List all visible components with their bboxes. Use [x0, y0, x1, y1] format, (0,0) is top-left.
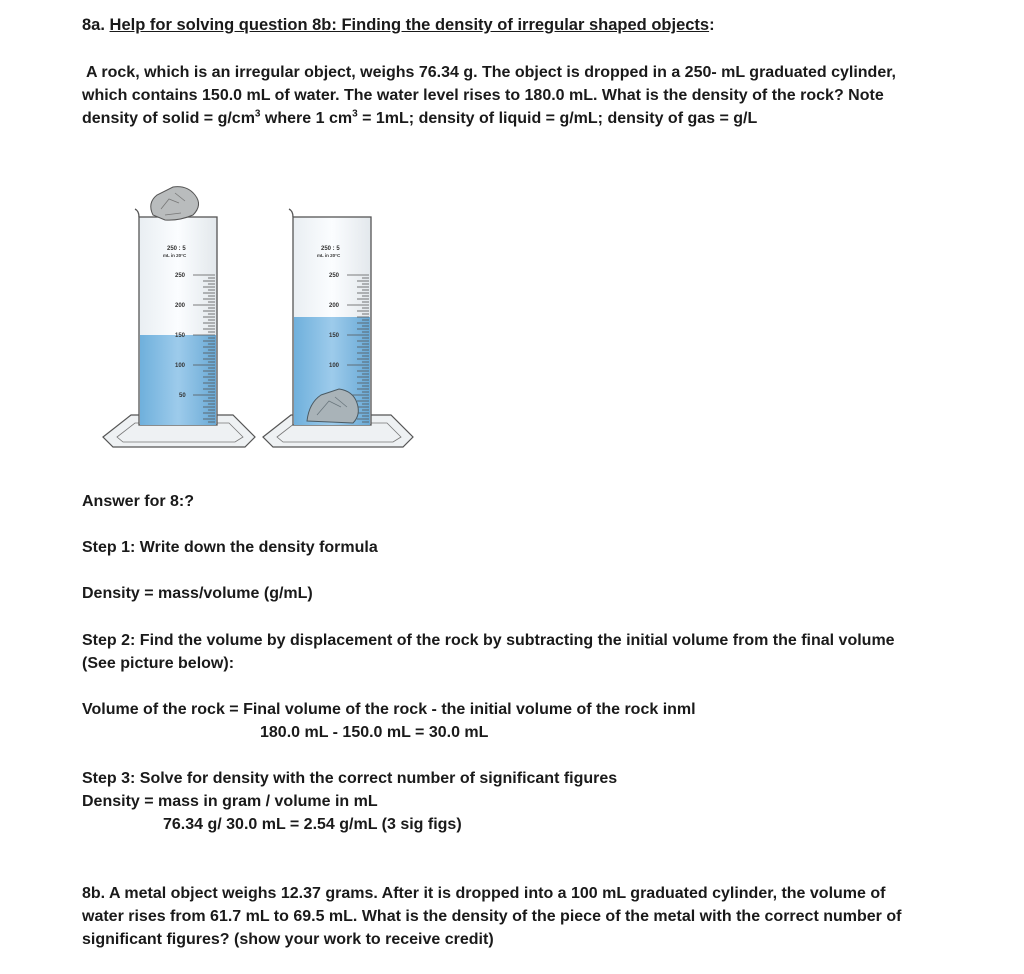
question-8b-line-2: water rises from 61.7 mL to 69.5 mL. What is the density of the piece of the metal with the correct number of — [82, 908, 902, 925]
right-scale-label: 100 — [329, 363, 340, 369]
right-scale-label: 150 — [329, 333, 340, 339]
left-cylinder-sublabel: mL in 20°C — [163, 253, 187, 258]
density-formula: Density = mass/volume (g/mL) — [82, 585, 313, 602]
superscript-3b: 3 — [352, 108, 358, 120]
problem-line-2: which contains 150.0 mL of water. The water level rises to 180.0 mL. What is the density of the rock? Note — [82, 87, 884, 104]
problem-line-3b: where 1 cm — [260, 110, 353, 127]
step-2-line-1: Step 2: Find the volume by displacement of the rock by subtracting the initial volume from the final volume — [82, 632, 895, 649]
problem-line-3a: density of solid = g/cm — [82, 110, 255, 127]
problem-line-1: A rock, which is an irregular object, weighs 76.34 g. The object is dropped in a 250- mL graduated cylinder, — [86, 64, 896, 81]
right-scale-label: 250 — [329, 273, 340, 279]
left-scale-label: 250 — [175, 273, 186, 279]
left-scale-label: 100 — [175, 363, 186, 369]
density-line: Density = mass in gram / volume in mL — [82, 793, 378, 810]
section-title — [82, 14, 715, 36]
right-scale-label: 200 — [329, 303, 340, 309]
step-3: Step 3: Solve for density with the correct number of significant figures — [82, 770, 618, 787]
right-cylinder-label: 250 : 5 — [321, 246, 340, 252]
right-cylinder — [263, 209, 413, 447]
title-prefix: 8a. — [82, 16, 105, 34]
left-cylinder — [103, 187, 255, 447]
step-1: Step 1: Write down the density formula — [82, 539, 378, 556]
volume-calculation: 180.0 mL - 150.0 mL = 30.0 mL — [260, 724, 489, 741]
superscript-3a: 3 — [254, 108, 261, 120]
rock-illustration — [151, 187, 199, 220]
answer-heading: Answer for 8:? — [82, 493, 195, 510]
question-8b-line-1: 8b. A metal object weighs 12.37 grams. After it is dropped into a 100 mL graduated cylinder, the volume of — [82, 885, 886, 902]
volume-line: Volume of the rock = Final volume of the rock - the initial volume of the rock inml — [82, 701, 696, 718]
question-8b-line-3: significant figures? (show your work to receive credit) — [82, 931, 494, 948]
problem-line-3 — [82, 108, 757, 130]
left-scale-label: 200 — [175, 303, 186, 309]
density-calculation: 76.34 g/ 30.0 mL = 2.54 g/mL (3 sig figs) — [163, 816, 462, 833]
step-2-line-2: (See picture below): — [82, 655, 235, 672]
left-cylinder-label: 250 : 5 — [167, 246, 186, 252]
left-water — [140, 335, 216, 425]
graduated-cylinders-figure — [95, 175, 435, 465]
problem-line-3c: = 1mL; density of liquid = g/mL; density of gas = g/L — [357, 110, 758, 127]
left-scale-label: 150 — [175, 333, 186, 339]
right-cylinder-sublabel: mL in 20°C — [317, 253, 341, 258]
title-suffix: : — [709, 16, 715, 34]
left-scale-label: 50 — [179, 393, 186, 399]
title-underlined: Help for solving question 8b: Finding the density of irregular shaped objects — [109, 16, 710, 34]
